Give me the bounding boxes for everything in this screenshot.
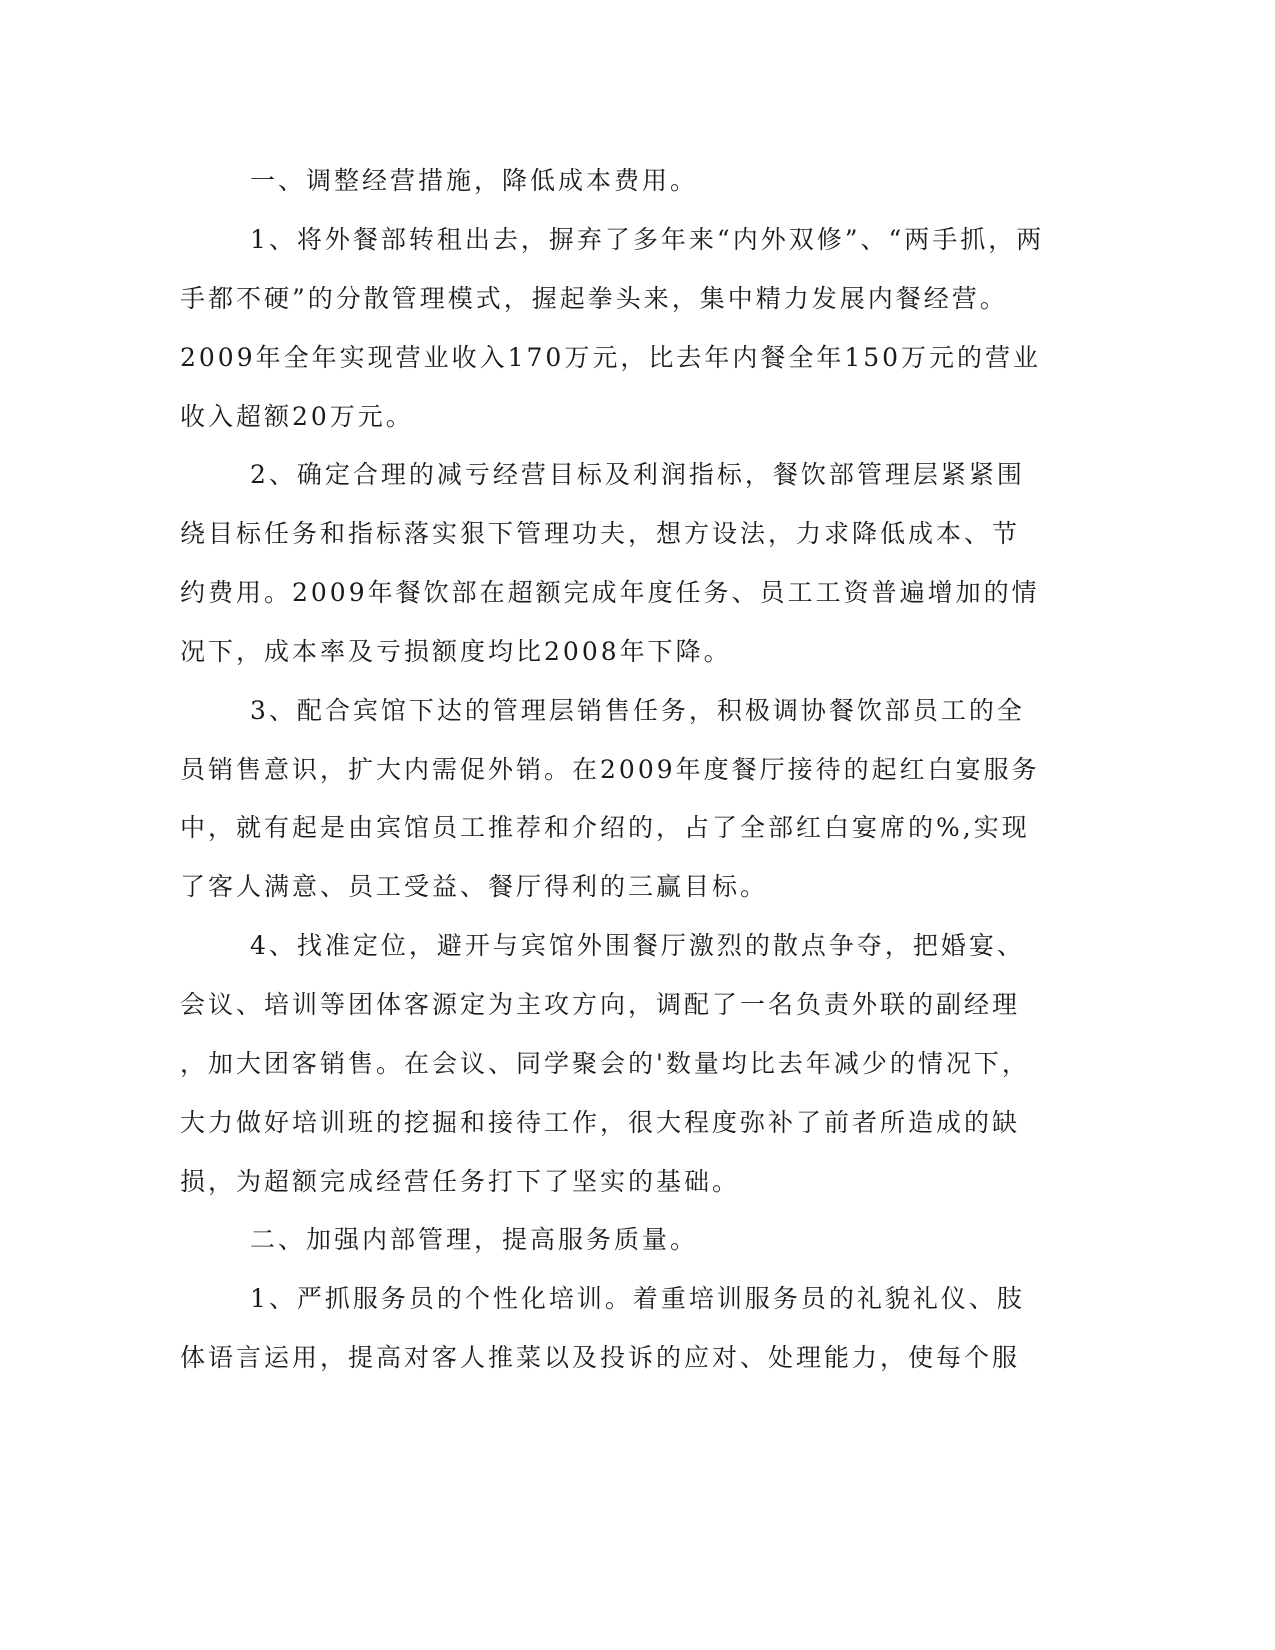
section-heading-2: 二、加强内部管理，提高服务质量。: [250, 1225, 699, 1254]
paragraph-line: 收入超额20万元。: [180, 402, 414, 431]
section-heading-1: 一、调整经营措施，降低成本费用。: [250, 166, 699, 195]
paragraph-line: 手都不硬”的分散管理模式，握起拳头来，集中精力发展内餐经营。: [180, 284, 1008, 313]
paragraph-line: 中，就有起是由宾馆员工推荐和介绍的，占了全部红白宴席的%,实现: [180, 813, 1030, 842]
paragraph-line: 况下，成本率及亏损额度均比2008年下降。: [180, 637, 732, 666]
paragraph-line: 4、找准定位，避开与宾馆外围餐厅激烈的散点争夺，把婚宴、: [250, 931, 1025, 960]
paragraph-line: 损，为超额完成经营任务打下了坚实的基础。: [180, 1167, 741, 1196]
paragraph-line: 1、严抓服务员的个性化培训。着重培训服务员的礼貌礼仪、肢: [250, 1284, 1025, 1313]
paragraph-line: 了客人满意、员工受益、餐厅得利的三赢目标。: [180, 872, 769, 901]
paragraph-line: 2009年全年实现营业收入170万元，比去年内餐全年150万元的营业: [180, 343, 1042, 372]
paragraph-line: 1、将外餐部转租出去，摒弃了多年来“内外双修”、“两手抓，两: [250, 225, 1045, 254]
paragraph-line: ，加大团客销售。在会议、同学聚会的'数量均比去年减少的情况下，: [180, 1049, 1030, 1078]
paragraph-line: 约费用。2009年餐饮部在超额完成年度任务、员工工资普遍增加的情: [180, 578, 1040, 607]
paragraph-line: 2、确定合理的减亏经营目标及利润指标，餐饮部管理层紧紧围: [250, 460, 1025, 489]
paragraph-line: 绕目标任务和指标落实狠下管理功夫，想方设法，力求降低成本、节: [180, 519, 1021, 548]
paragraph-line: 员销售意识，扩大内需促外销。在2009年度餐厅接待的起红白宴服务: [180, 755, 1040, 784]
paragraph-line: 体语言运用，提高对客人推菜以及投诉的应对、处理能力，使每个服: [180, 1343, 1021, 1372]
paragraph-line: 3、配合宾馆下达的管理层销售任务，积极调协餐饮部员工的全: [250, 696, 1025, 725]
paragraph-line: 大力做好培训班的挖掘和接待工作，很大程度弥补了前者所造成的缺: [180, 1108, 1021, 1137]
paragraph-line: 会议、培训等团体客源定为主攻方向，调配了一名负责外联的副经理: [180, 990, 1021, 1019]
